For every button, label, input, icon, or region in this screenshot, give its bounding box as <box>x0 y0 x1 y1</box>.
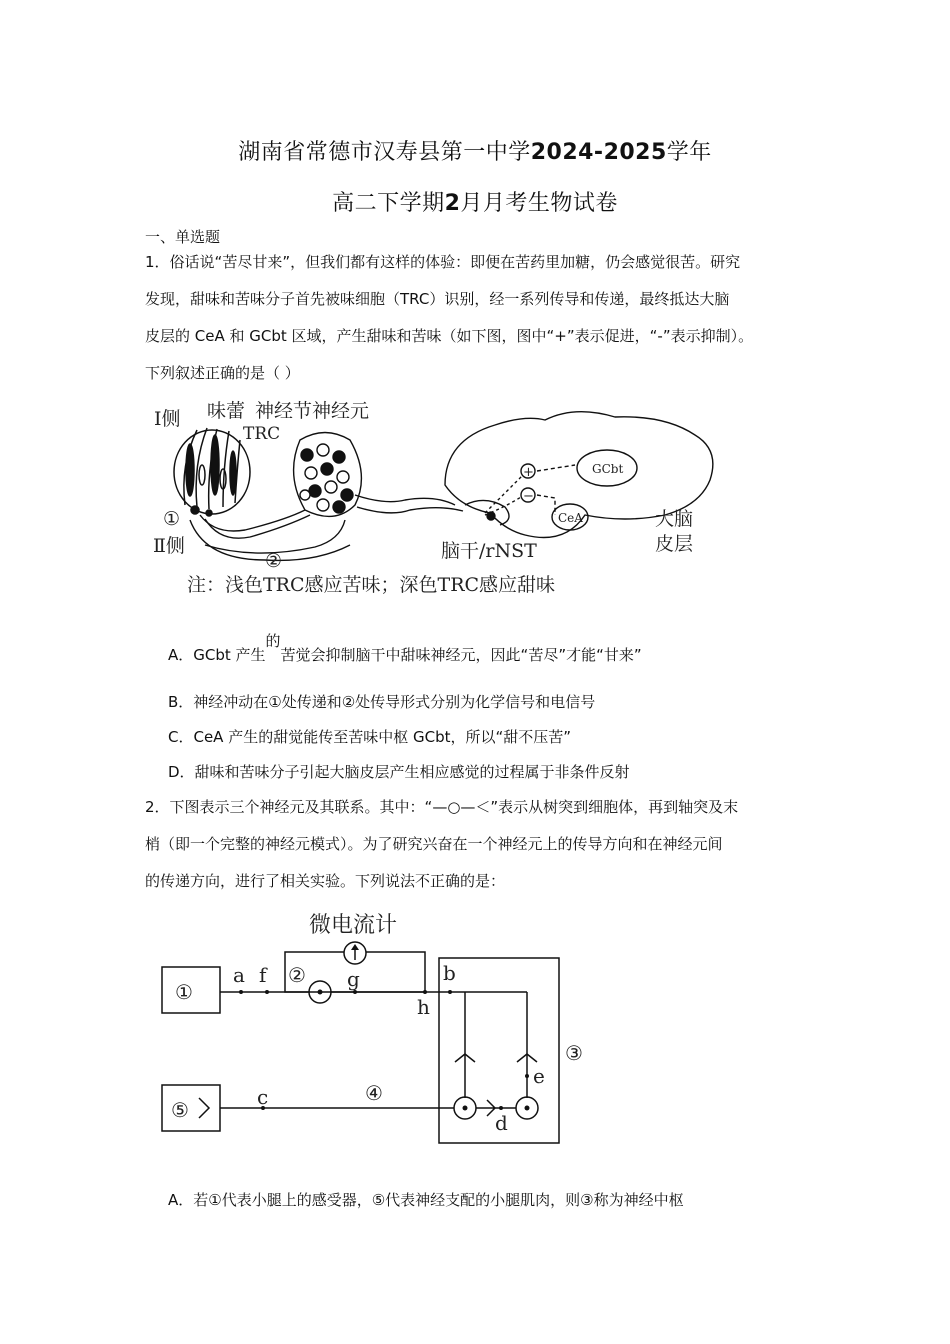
point-h: h <box>417 995 430 1019</box>
ganglion-neurons-drawing <box>294 433 362 517</box>
taste-bud-label: 味蕾 <box>207 400 246 422</box>
brainstem-label: 脑干/rNST <box>441 540 537 562</box>
ganglion-label: 神经节神经元 <box>255 400 370 422</box>
taste-bud-drawing <box>174 428 250 516</box>
side-2-label: Ⅱ侧 <box>153 535 185 557</box>
point-e: e <box>533 1064 545 1088</box>
meter-label: 微电流计 <box>309 913 398 938</box>
point-c: c <box>257 1085 269 1109</box>
point-b: b <box>443 961 456 985</box>
point-f: f <box>259 963 267 987</box>
q1-option-a: A．GCbt 产生的苦觉会抑制脑干中甜味神经元，因此“苦尽”才能“甘来” <box>168 632 642 664</box>
neuron-circuit-figure <box>155 900 605 1150</box>
marker-1: ① <box>163 508 181 530</box>
q1-option-d: D．甜味和苦味分子引起大脑皮层产生相应感觉的过程属于非条件反射 <box>168 763 630 781</box>
taste-pathway-figure <box>145 395 725 610</box>
cortex-label-1: 大脑 <box>655 508 694 530</box>
label-3: ③ <box>565 1041 583 1065</box>
q1-line-1: 1．俗话说“苦尽甘来”，但我们都有这样的体验：即便在苦药里加糖，仍会感觉很苦。研究 <box>145 253 741 271</box>
q2-line-2: 梢（即一个完整的神经元模式）。为了研究兴奋在一个神经元上的传导方向和在神经元间 <box>145 835 723 853</box>
cea-label: CeA <box>558 511 583 525</box>
q2-line-1: 2．下图表示三个神经元及其联系。其中：“—○—＜”表示从树突到细胞体，再到轴突及末 <box>145 798 739 816</box>
point-d: d <box>495 1111 508 1135</box>
q1-line-2: 发现，甜味和苦味分子首先被味细胞（TRC）识别，经一系列传导和传递，最终抵达大脑 <box>145 290 730 308</box>
cortex-label-2: 皮层 <box>655 533 694 555</box>
trc-label: TRC <box>243 424 281 444</box>
label-4: ④ <box>365 1081 383 1105</box>
point-a: a <box>233 963 245 987</box>
side-1-label: Ⅰ侧 <box>154 408 181 430</box>
q2-line-3: 的传递方向，进行了相关实验。下列说法不正确的是： <box>145 872 506 890</box>
q1-option-c: C．CeA 产生的甜觉能传至苦味中枢 GCbt，所以“甜不压苦” <box>168 728 572 746</box>
q1-line-3: 皮层的 CeA 和 GCbt 区域，产生甜味和苦味（如下图，图中“+”表示促进，“-”表示抑制）。 <box>145 327 754 345</box>
plus-sign: + <box>523 465 534 480</box>
q2-option-a: A．若①代表小腿上的感受器，⑤代表神经支配的小腿肌肉，则③称为神经中枢 <box>168 1191 684 1209</box>
q1-option-b: B．神经冲动在①处传递和②处传导形式分别为化学信号和电信号 <box>168 693 596 711</box>
figure-note: 注：浅色TRC感应苦味；深色TRC感应甜味 <box>187 574 556 596</box>
minus-sign: − <box>523 489 534 504</box>
gcbt-label: GCbt <box>592 462 624 476</box>
title-line-1: 湖南省常德市汉寿县第一中学2024-2025学年 <box>238 140 712 165</box>
section-heading: 一、单选题 <box>145 228 221 246</box>
marker-2: ② <box>265 550 283 572</box>
point-g: g <box>347 967 360 991</box>
label-2: ② <box>288 963 306 987</box>
label-5: ⑤ <box>171 1098 189 1122</box>
q1-line-4: 下列叙述正确的是（ ） <box>145 364 300 382</box>
title-line-2: 高二下学期2月月考生物试卷 <box>332 191 618 216</box>
label-1: ① <box>175 980 193 1004</box>
